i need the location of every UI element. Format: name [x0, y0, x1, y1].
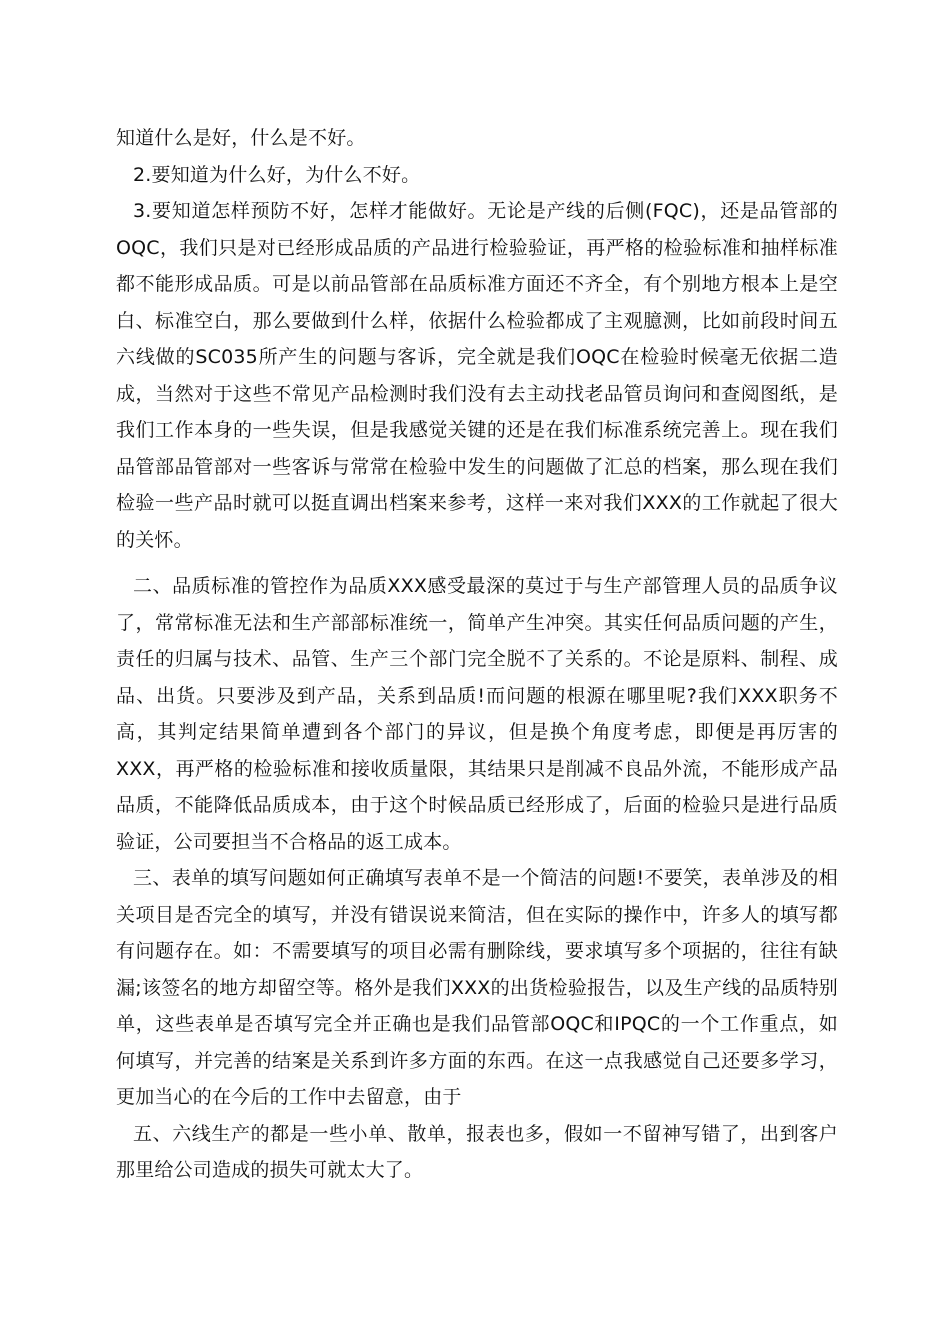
text-section-top — [116, 120, 838, 558]
paragraph-continuation: 知道什么是好，什么是不好。 — [116, 127, 366, 149]
text-section-bottom — [116, 568, 838, 1189]
paragraph-section-3: 三、表单的填写问题如何正确填写表单不是一个简洁的问题!不要笑，表单涉及的相关项目是否完全的填写，并没有错误说来简洁，但在实际的操作中，许多人的填写都有问题存在。如：不需要填写的项目必需有删除线，要求填写多个项据的，往往有缺漏;该签名的地方却留空等。格外是我们XXX的出货检验报告，以及生产线的品质特别单，这些表单是否填写完全并正确也是我们品管部OQC和IPQC的一个工作重点，如何填写，并完善的结案是关系到许多方面的东西。在这一点我感觉自己还要多学习，更加当心的在今后的工作中去留意，由于 — [116, 867, 838, 1108]
paragraph-point-2: 2.要知道为什么好，为什么不好。 — [133, 163, 421, 186]
paragraph-section-2: 二、品质标准的管控作为品质XXX感受最深的莫过于与生产部管理人员的品质争议了，常常标准无法和生产部部标准统一，简单产生冲突。其实任何品质问题的产生，责任的归属与技术、品管、生产三个部门完全脱不了关系的。不论是原料、制程、成品、出货。只要涉及到产品，关系到品质!而问题的根源在哪里呢?我们XXX职务不高，其判定结果简单遭到各个部门的异议，但是换个角度考虑，即便是再厉害的XXX，再严格的检验标准和接收质量限，其结果只是削减不良品外流，不能形成产品品质，不能降低品质成本，由于这个时候品质已经形成了，后面的检验只是进行品质验证，公司要担当不合格品的返工成本。 — [116, 575, 838, 853]
paragraph-section-5: 五、六线生产的都是一些小单、散单，报表也多，假如一不留神写错了，出到客户那里给公司造成的损失可就太大了。 — [116, 1122, 838, 1181]
paragraph-point-3: 3.要知道怎样预防不好，怎样才能做好。无论是产线的后侧(FQC)，还是品管部的OQC，我们只是对已经形成品质的产品进行检验验证，再严格的检验标准和抽样标准都不能形成品质。可是以前品管部在品质标准方面还不齐全，有个别地方根本上是空白、标准空白，那么要做到什么样，依据什么检验都成了主观臆测，比如前段时间五六线做的SC035所产生的问题与客诉，完全就是我们OQC在检验时候毫无依据二造成，当然对于这些不常见产品检测时我们没有去主动找老品管员询问和查阅图纸，是我们工作本身的一些失误，但是我感觉关键的还是在我们标准系统完善上。现在我们品管部品管部对一些客诉与常常在检验中发生的问题做了汇总的档案，那么现在我们检验一些产品时就可以挺直调出档案来参考，这样一来对我们XXX的工作就起了很大的关怀。 — [116, 200, 838, 551]
